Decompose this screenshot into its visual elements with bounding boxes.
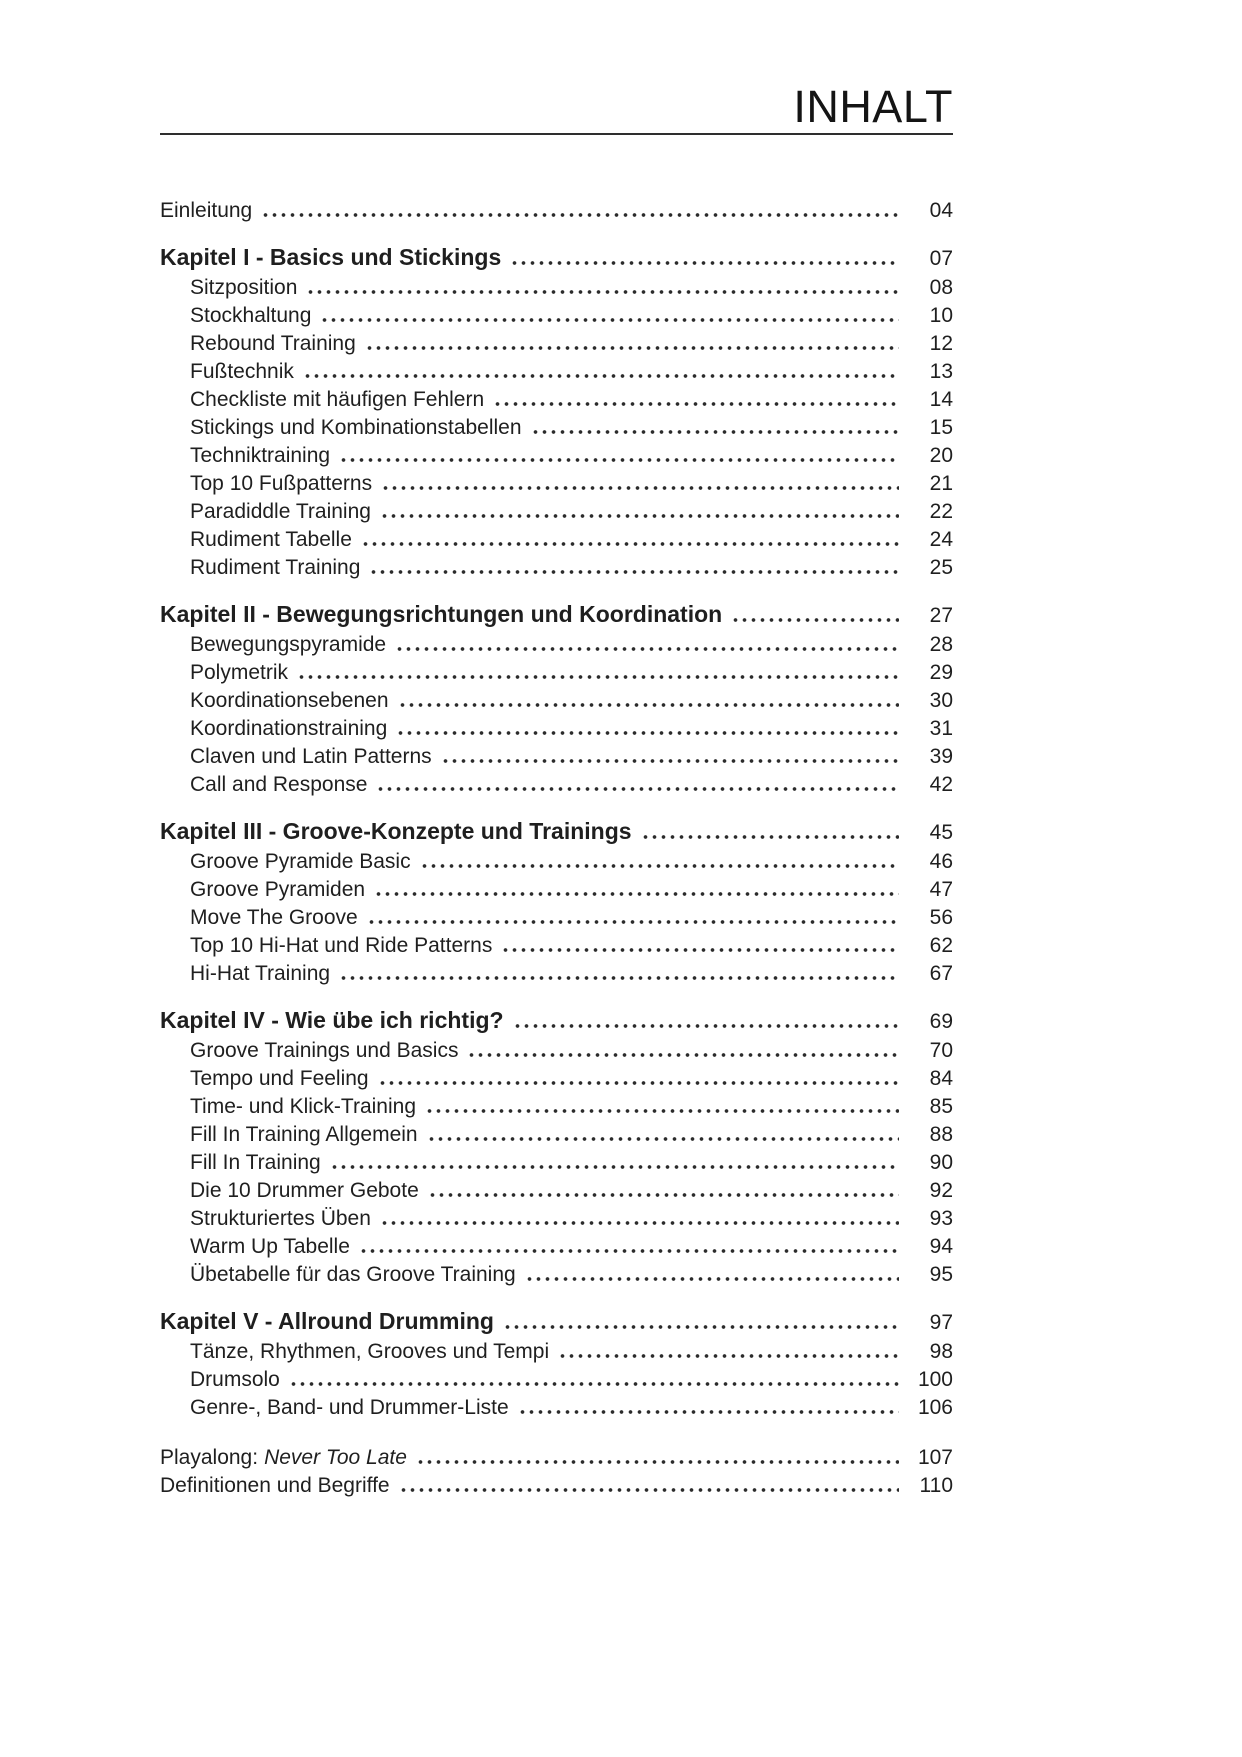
dot-leader [297, 675, 899, 679]
toc-entry-label: Groove Pyramide Basic [190, 850, 411, 873]
dot-leader [381, 486, 899, 490]
dot-leader [399, 1488, 899, 1492]
dot-leader [380, 1221, 899, 1225]
toc-entry-page: 107 [917, 1446, 953, 1469]
toc-entry-page: 84 [929, 1067, 953, 1090]
toc-entry-page: 85 [929, 1095, 953, 1118]
toc-chapter-entry [160, 1005, 953, 1037]
toc-entry-label: Warm Up Tabelle [190, 1235, 350, 1258]
toc-entry-page: 88 [929, 1123, 953, 1146]
toc-entry-label: Call and Response [190, 773, 368, 796]
toc-entry [160, 932, 953, 960]
toc-entry-page: 62 [929, 934, 953, 957]
dot-leader [339, 976, 899, 980]
dot-leader [395, 647, 899, 651]
toc-entry-label: Fill In Training [190, 1151, 321, 1174]
dot-leader [467, 1053, 899, 1057]
toc-entry-page: 10 [929, 304, 953, 327]
toc-list [160, 197, 953, 1500]
toc-entry [160, 1366, 953, 1394]
dot-leader [361, 542, 899, 546]
toc-entry-page: 69 [929, 1010, 953, 1033]
dot-leader [425, 1109, 899, 1113]
toc-entry-page: 46 [929, 850, 953, 873]
toc-entry-page: 39 [929, 745, 953, 768]
toc-entry [160, 358, 953, 386]
dot-leader [306, 290, 899, 294]
toc-entry-label: Bewegungspyramide [190, 633, 387, 656]
toc-entry [160, 1472, 953, 1500]
toc-entry-page: 92 [929, 1179, 953, 1202]
toc-entry-label: Tempo und Feeling [190, 1067, 369, 1090]
toc-entry [160, 1149, 953, 1177]
toc-entry-label: Claven und Latin Patterns [190, 745, 432, 768]
toc-entry-label: Kapitel I - Basics und Stickings [160, 244, 502, 270]
page-title: INHALT [793, 81, 953, 132]
dot-leader [510, 261, 899, 265]
toc-entry [160, 771, 953, 799]
dot-leader [367, 920, 899, 924]
toc-entry-label: Stickings und Kombinationstabellen [190, 416, 522, 439]
toc-entry [160, 1037, 953, 1065]
dot-leader [261, 213, 899, 217]
toc-entry [160, 1121, 953, 1149]
toc-entry-page: 12 [929, 332, 953, 355]
title-rule [160, 133, 953, 135]
toc-chapter-entry [160, 599, 953, 631]
toc-entry-label: Paradiddle Training [190, 500, 371, 523]
toc-entry-page: 56 [929, 906, 953, 929]
dot-leader [289, 1382, 899, 1386]
toc-entry [160, 876, 953, 904]
toc-entry-label: Kapitel IV - Wie übe ich richtig? [160, 1007, 504, 1033]
dot-leader [320, 318, 899, 322]
toc-entry-page: 42 [929, 773, 953, 796]
dot-leader [493, 402, 899, 406]
toc-entry-label: Rudiment Tabelle [190, 528, 352, 551]
toc-entry-label: Koordinationsebenen [190, 689, 389, 712]
dot-leader [303, 374, 899, 378]
toc-entry [160, 904, 953, 932]
toc-entry-page: 94 [929, 1235, 953, 1258]
toc-entry-page: 93 [929, 1207, 953, 1230]
toc-chapter-entry [160, 816, 953, 848]
dot-leader [558, 1354, 899, 1358]
toc-entry-label: Drumsolo [190, 1368, 280, 1391]
toc-entry [160, 687, 953, 715]
toc-entry-label: Hi-Hat Training [190, 962, 331, 985]
toc-entry-page: 95 [929, 1263, 953, 1286]
toc-entry-page: 22 [929, 500, 953, 523]
toc-entry-label: Playalong: [160, 1446, 259, 1469]
toc-entry-label: Time- und Klick-Training [190, 1095, 417, 1118]
toc-entry-label: Definitionen und Begriffe [160, 1474, 390, 1497]
toc-entry-label: Tänze, Rhythmen, Grooves und Tempi [190, 1340, 550, 1363]
toc-entry-page: 90 [929, 1151, 953, 1174]
toc-entry-label: Strukturiertes Üben [190, 1207, 371, 1230]
toc-entry-page: 98 [929, 1340, 953, 1363]
dot-leader [531, 430, 899, 434]
toc-entry [160, 848, 953, 876]
dot-leader [376, 787, 899, 791]
toc-entry-label: Einleitung [160, 199, 253, 222]
dot-leader [330, 1165, 899, 1169]
toc-entry-page: 47 [929, 878, 953, 901]
toc-entry-page: 27 [929, 604, 953, 627]
toc-entry [160, 386, 953, 414]
toc-entry-page: 20 [929, 444, 953, 467]
dot-leader [380, 514, 899, 518]
toc-entry-label: Techniktraining [190, 444, 331, 467]
dot-leader [525, 1277, 899, 1281]
dot-leader [339, 458, 899, 462]
toc-entry-label: Koordinationstraining [190, 717, 388, 740]
toc-entry-label: Rebound Training [190, 332, 356, 355]
toc-entry-label: Top 10 Fußpatterns [190, 472, 373, 495]
toc-entry [160, 470, 953, 498]
toc-chapter-entry [160, 242, 953, 274]
dot-leader [416, 1460, 899, 1464]
toc-entry [160, 1205, 953, 1233]
toc-entry-page: 31 [929, 717, 953, 740]
toc-entry-label: Fill In Training Allgemein [190, 1123, 418, 1146]
dot-leader [503, 1325, 899, 1329]
dot-leader [641, 835, 899, 839]
toc-entry [160, 554, 953, 582]
toc-entry-label: Fußtechnik [190, 360, 294, 383]
toc-entry-label: Rudiment Training [190, 556, 361, 579]
toc-entry-page: 28 [929, 633, 953, 656]
toc-entry [160, 197, 953, 225]
dot-leader [513, 1024, 899, 1028]
toc-entry-label: Die 10 Drummer Gebote [190, 1179, 419, 1202]
toc-entry [160, 1444, 953, 1472]
toc-entry-page: 67 [929, 962, 953, 985]
toc-entry [160, 1093, 953, 1121]
toc-entry-label: Move The Groove [190, 906, 358, 929]
dot-leader [378, 1081, 899, 1085]
toc-entry [160, 659, 953, 687]
toc-entry-page: 13 [929, 360, 953, 383]
dot-leader [501, 948, 899, 952]
dot-leader [731, 618, 899, 622]
toc-entry-label: Kapitel III - Groove-Konzepte und Trainings [160, 818, 632, 844]
toc-entry-page: 97 [929, 1311, 953, 1334]
dot-leader [398, 703, 900, 707]
toc-entry-page: 45 [929, 821, 953, 844]
dot-leader [428, 1193, 899, 1197]
toc-entry [160, 330, 953, 358]
toc-entry [160, 631, 953, 659]
toc-entry-label: Top 10 Hi-Hat und Ride Patterns [190, 934, 493, 957]
toc-entry-label: Kapitel II - Bewegungsrichtungen und Koordination [160, 601, 723, 627]
dot-leader [365, 346, 899, 350]
toc-entry-label: Sitzposition [190, 276, 298, 299]
toc-entry-page: 24 [929, 528, 953, 551]
toc-entry-label: Übetabelle für das Groove Training [190, 1263, 516, 1286]
dot-leader [374, 892, 899, 896]
toc-entry [160, 960, 953, 988]
toc-entry [160, 715, 953, 743]
toc-entry-page: 30 [929, 689, 953, 712]
toc-entry-page: 21 [929, 472, 953, 495]
dot-leader [518, 1410, 899, 1414]
toc-entry [160, 414, 953, 442]
toc-entry [160, 274, 953, 302]
dot-leader [396, 731, 899, 735]
toc-entry-label: Stockhaltung [190, 304, 312, 327]
toc-entry [160, 1233, 953, 1261]
toc-entry [160, 1177, 953, 1205]
page-header [160, 81, 953, 135]
toc-entry [160, 1065, 953, 1093]
toc-entry-page: 04 [929, 199, 953, 222]
toc-entry-page: 07 [929, 247, 953, 270]
toc-entry-page: 29 [929, 661, 953, 684]
toc-entry [160, 1338, 953, 1366]
toc-entry [160, 1394, 953, 1422]
toc-entry-page: 15 [929, 416, 953, 439]
toc-entry-page: 25 [929, 556, 953, 579]
toc-entry-page: 08 [929, 276, 953, 299]
dot-leader [359, 1249, 899, 1253]
toc-entry-label: Groove Trainings und Basics [190, 1039, 459, 1062]
toc-entry-page: 110 [919, 1474, 953, 1497]
toc-entry-label-italic: Never Too Late [264, 1446, 407, 1469]
dot-leader [369, 570, 899, 574]
toc-entry-page: 106 [917, 1396, 953, 1419]
dot-leader [427, 1137, 899, 1141]
dot-leader [441, 759, 899, 763]
toc-entry [160, 526, 953, 554]
toc-entry-label: Genre-, Band- und Drummer-Liste [190, 1396, 509, 1419]
toc-entry-page: 14 [929, 388, 953, 411]
toc-entry [160, 302, 953, 330]
toc-entry-label: Polymetrik [190, 661, 289, 684]
toc-entry-label: Kapitel V - Allround Drumming [160, 1308, 494, 1334]
dot-leader [420, 864, 899, 868]
toc-entry [160, 1261, 953, 1289]
toc-entry [160, 498, 953, 526]
toc-entry [160, 442, 953, 470]
toc-chapter-entry [160, 1306, 953, 1338]
toc-entry [160, 743, 953, 771]
toc-entry-page: 100 [917, 1368, 953, 1391]
toc-entry-label: Checkliste mit häufigen Fehlern [190, 388, 485, 411]
toc-entry-page: 70 [929, 1039, 953, 1062]
toc-entry-label: Groove Pyramiden [190, 878, 366, 901]
